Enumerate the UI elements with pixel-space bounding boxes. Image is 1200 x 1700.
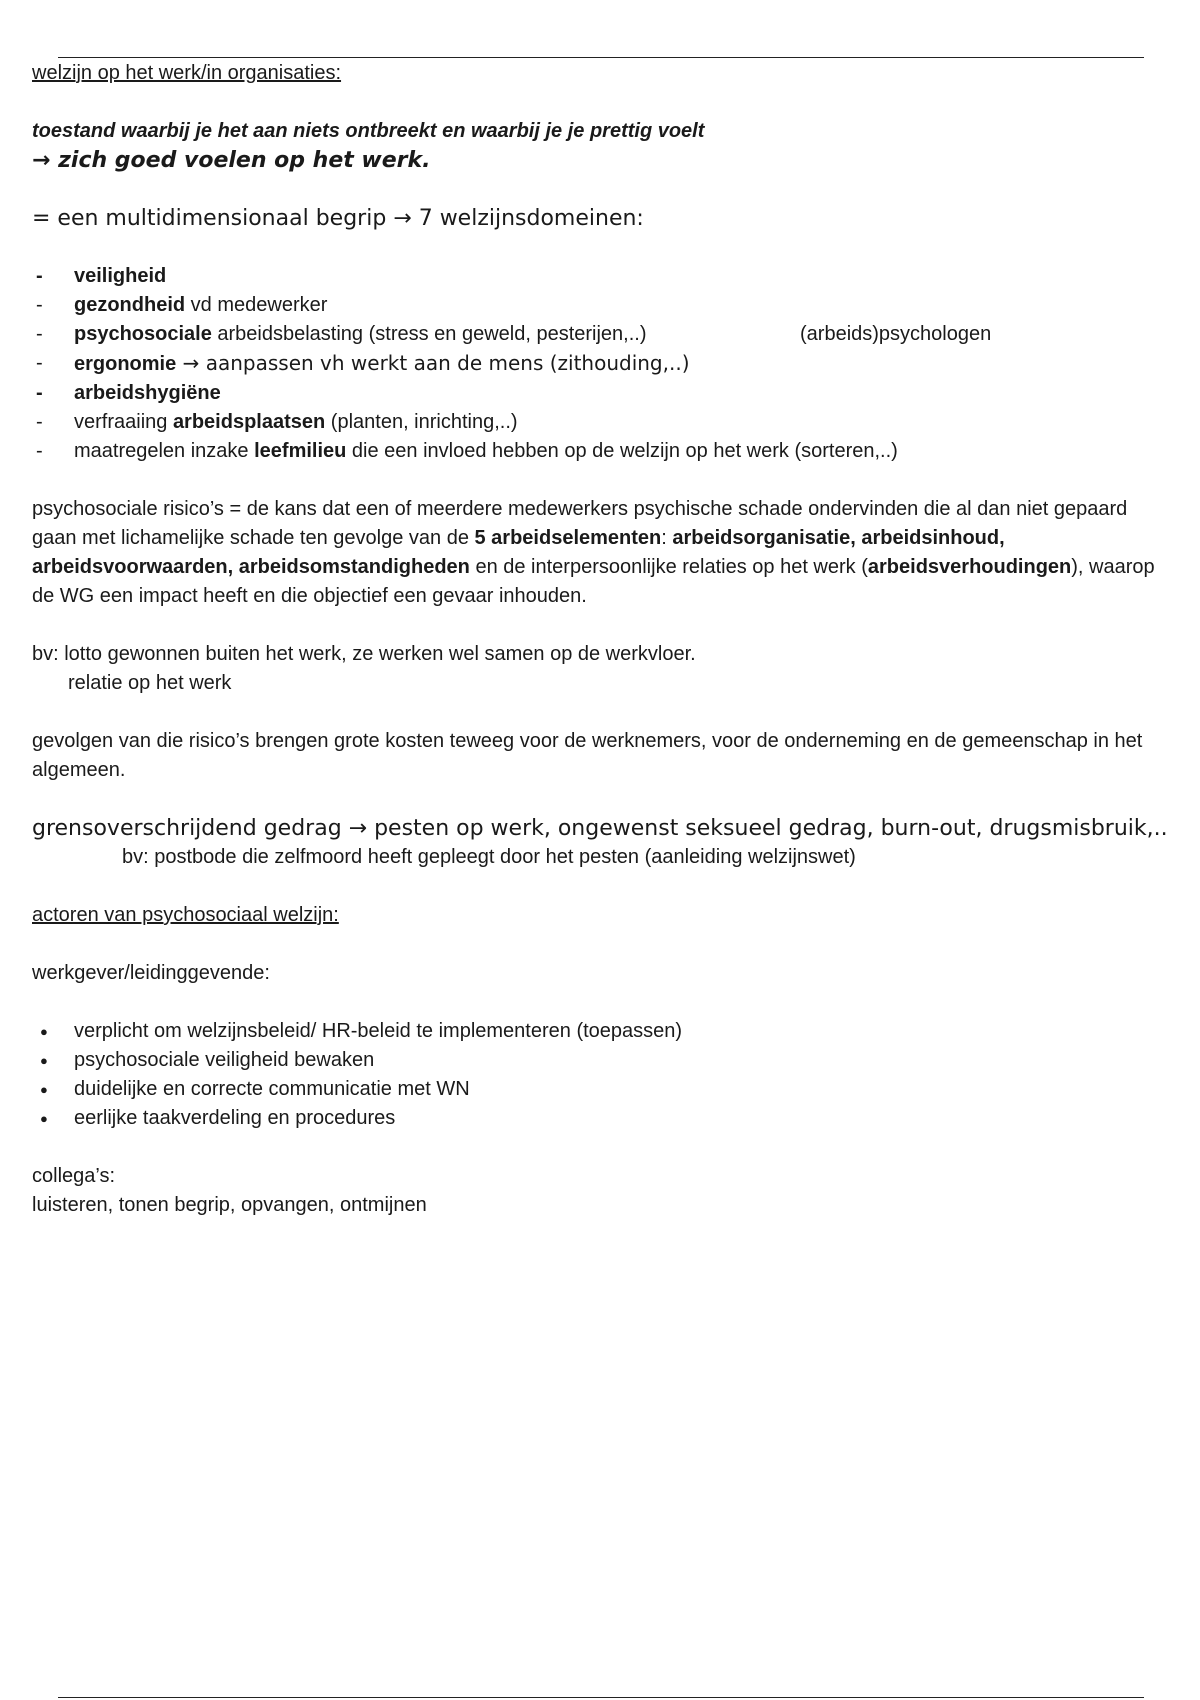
psychosocial-risks-paragraph: psychosociale risico’s = de kans dat een of meerdere medewerkers psychische schade ondervinden die al dan niet gepaard gaan met lichamelijke schade ten gevolge van de 5 arbeidselementen: arbeidsorganisatie, arbeidsinhoud, arbeidsvoorwaarden, arbeidsomstandigheden en de interpersoonlijke relaties op het werk (arbeidsverhoudingen), waarop de WG een impact heeft en die objectief een gevaar inhouden. (32, 498, 1155, 607)
list-item: ● psychosociale veiligheid bewaken (32, 1046, 1172, 1075)
definition-line: toestand waarbij je het aan niets ontbreekt en waarbij je je prettig voelt (32, 120, 705, 142)
domain-item: - verfraaiing arbeidsplaatsen (planten, inrichting,..) (32, 408, 1172, 437)
domain-item: - veiligheid (32, 262, 1172, 291)
domain-item: - arbeidshygiëne (32, 379, 1172, 408)
colleagues-text: luisteren, tonen begrip, opvangen, ontmijnen (32, 1194, 427, 1216)
definition-summary: → zich goed voelen op het werk. (32, 148, 431, 173)
top-rule (58, 57, 1144, 58)
document-page (32, 59, 1172, 1220)
colleagues-label: collega’s: (32, 1165, 116, 1187)
actors-title: actoren van psychosociaal welzijn: (32, 904, 339, 926)
list-item: ● verplicht om welzijnsbeleid/ HR-beleid te implementeren (toepassen) (32, 1017, 1172, 1046)
domain-item: - gezondheid vd medewerker (32, 291, 1172, 320)
multidimensional-statement: = een multidimensionaal begrip → 7 welzijnsdomeinen: (32, 206, 644, 231)
example-note: relatie op het werk (68, 672, 232, 694)
list-item: ● eerlijke taakverdeling en procedures (32, 1104, 1172, 1133)
example-postman: bv: postbode die zelfmoord heeft gepleegt door het pesten (aanleiding welzijnswet) (122, 846, 856, 868)
list-item: ● duidelijke en correcte communicatie met WN (32, 1075, 1172, 1104)
employer-duties-list (32, 1017, 1172, 1133)
boundary-behaviour-paragraph: grensoverschrijdend gedrag → pesten op werk, ongewenst seksueel gedrag, burn-out, drugsmisbruik,.. (32, 816, 1168, 841)
consequences-paragraph: gevolgen van die risico’s brengen grote kosten teweeg voor de werknemers, voor de onderneming en de gemeenschap in het algemeen. (32, 730, 1143, 781)
employer-label: werkgever/leidinggevende: (32, 962, 270, 984)
bottom-rule (58, 1697, 1144, 1698)
example-lotto: bv: lotto gewonnen buiten het werk, ze werken wel samen op de werkvloer. (32, 643, 696, 665)
domain-item: - ergonomie → aanpassen vh werkt aan de mens (zithouding,..) (32, 349, 1172, 379)
domain-item: - psychosociale arbeidsbelasting (stress en geweld, pesterijen,..) (arbeids)psychologen (32, 320, 1172, 349)
section-title: welzijn op het werk/in organisaties: (32, 62, 342, 84)
welfare-domains-list (32, 262, 1172, 466)
domain-item: - maatregelen inzake leefmilieu die een invloed hebben op de welzijn op het werk (sorteren,..) (32, 437, 1172, 466)
side-note: (arbeids)psychologen (800, 323, 992, 345)
